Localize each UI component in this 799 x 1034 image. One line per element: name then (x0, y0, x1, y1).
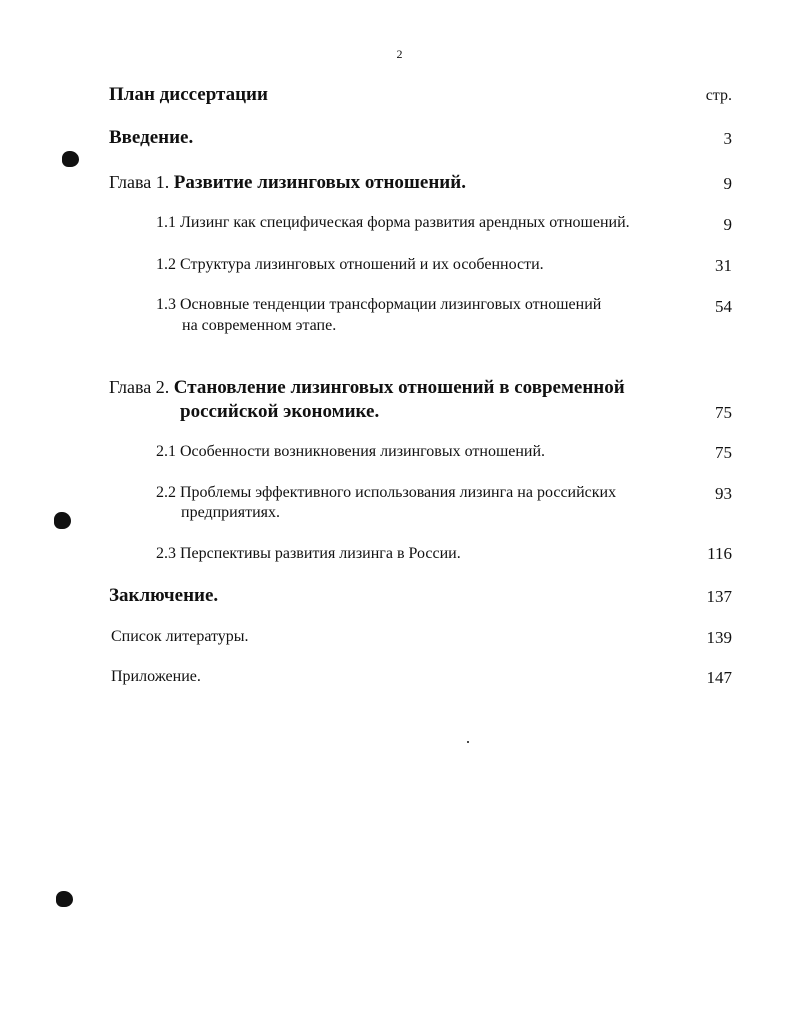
toc-chapter-2-line-1 (109, 377, 625, 399)
toc-section-2-3: 2.3 Перспективы развития лизинга в России. (156, 545, 461, 562)
toc-chapter-1 (109, 172, 466, 194)
chapter-1-title: Развитие лизинговых отношений. (173, 172, 466, 193)
toc-section-1-3-page: 54 (715, 297, 732, 316)
toc-section-1-3-line-2: на современном этапе. (182, 317, 337, 334)
toc-appendix-page: 147 (706, 668, 732, 687)
toc-section-2-1-page: 75 (715, 443, 732, 462)
punch-hole-mark (54, 512, 71, 529)
toc-section-1-1-page: 9 (723, 215, 732, 234)
toc-section-1-3-line-1: 1.3 Основные тенденции трансформации лизинговых отношений (156, 296, 602, 313)
toc-section-2-3-page: 116 (707, 544, 732, 563)
page-column-label: стр. (705, 87, 732, 104)
toc-introduction-page: 3 (723, 129, 732, 148)
toc-title: План диссертации (109, 84, 268, 105)
toc-chapter-2-page: 75 (715, 403, 732, 422)
punch-hole-mark (56, 891, 73, 907)
toc-section-1-2-page: 31 (715, 256, 732, 275)
punch-hole-mark (62, 151, 79, 167)
toc-section-2-1: 2.1 Особенности возникновения лизинговых отношений. (156, 443, 546, 460)
toc-introduction: Введение. (109, 127, 194, 148)
toc-references-page: 139 (706, 628, 732, 647)
scan-speck (467, 741, 469, 743)
toc-references: Список литературы. (111, 628, 249, 645)
toc-conclusion-page: 137 (706, 587, 732, 606)
toc-section-2-2-line-1: 2.2 Проблемы эффективного использования лизинга на российских (156, 484, 617, 501)
toc-appendix: Приложение. (111, 668, 201, 685)
chapter-2-prefix: Глава 2. (109, 377, 170, 397)
toc-conclusion: Заключение. (109, 585, 219, 606)
toc-section-2-2-line-2: предприятиях. (181, 504, 280, 521)
toc-section-2-2-page: 93 (715, 484, 732, 503)
chapter-2-title-line-1: Становление лизинговых отношений в современной (173, 377, 625, 398)
toc-chapter-1-page: 9 (723, 174, 732, 193)
toc-section-1-1: 1.1 Лизинг как специфическая форма развития арендных отношений. (156, 214, 630, 231)
chapter-1-prefix: Глава 1. (109, 172, 170, 192)
toc-section-1-2: 1.2 Структура лизинговых отношений и их особенности. (156, 256, 544, 273)
chapter-2-title-line-2: российской экономике. (180, 401, 380, 422)
page-number: 2 (396, 47, 403, 61)
